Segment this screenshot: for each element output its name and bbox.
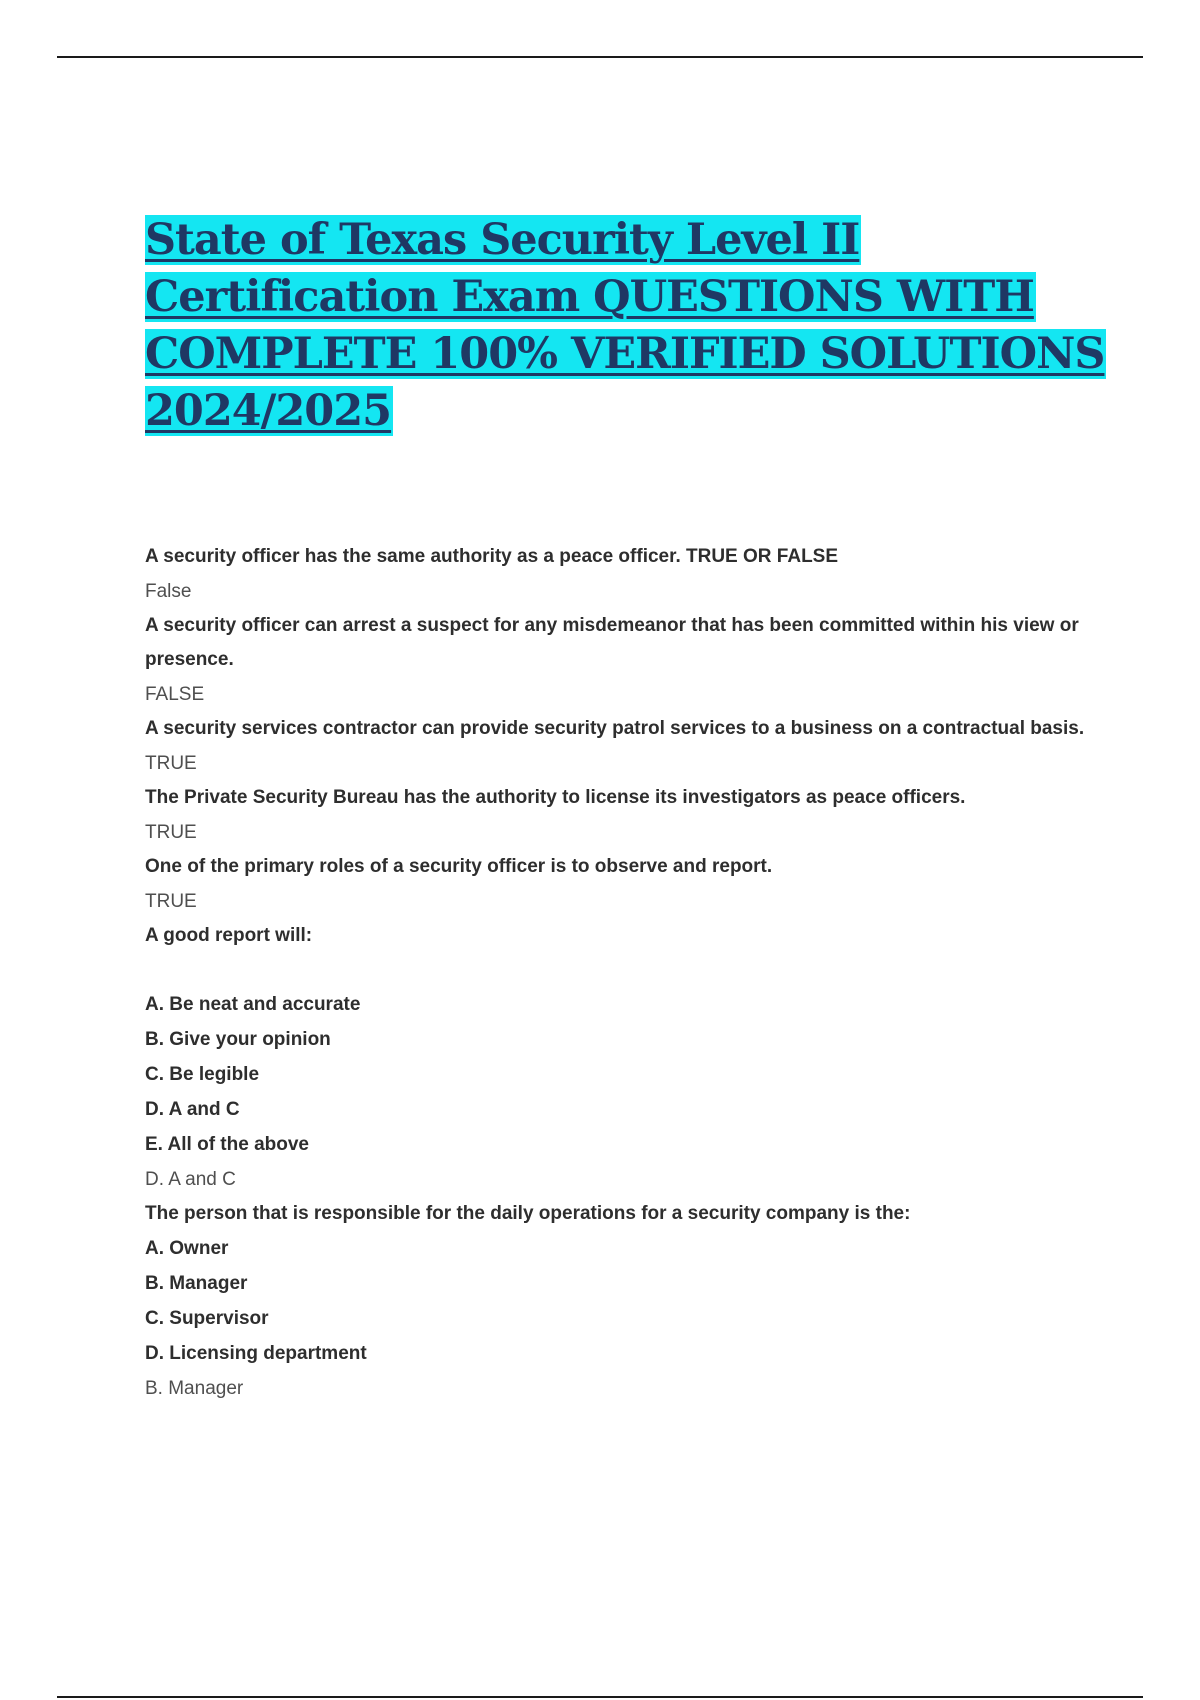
answer-2: FALSE — [145, 684, 205, 705]
answer-6: D. A and C — [145, 1169, 236, 1190]
question-6: A good report will: — [145, 925, 313, 946]
option-7c: C. Supervisor — [145, 1308, 269, 1329]
option-6b: B. Give your opinion — [145, 1029, 331, 1050]
answer-5: TRUE — [145, 891, 197, 912]
option-6d: D. A and C — [145, 1099, 240, 1120]
option-7d: D. Licensing department — [145, 1343, 367, 1364]
answer-7: B. Manager — [145, 1378, 244, 1399]
question-7: The person that is responsible for the daily operations for a security company is the: — [145, 1203, 911, 1224]
document-title-text: State of Texas Security Level II Certification Exam QUESTIONS WITH COMPLETE 100% VERIFIED SOLUTIONS 2024/2025 — [145, 215, 1105, 436]
option-7a: A. Owner — [145, 1238, 229, 1259]
answer-4: TRUE — [145, 822, 197, 843]
question-4: The Private Security Bureau has the authority to license its investigators as peace officers. — [145, 787, 966, 808]
question-list — [145, 540, 1085, 1406]
top-rule — [57, 56, 1143, 58]
option-7b: B. Manager — [145, 1273, 248, 1294]
bottom-rule — [57, 1696, 1143, 1698]
question-1: A security officer has the same authority as a peace officer. TRUE OR FALSE — [145, 546, 839, 567]
answer-3: TRUE — [145, 753, 197, 774]
option-6c: C. Be legible — [145, 1064, 260, 1085]
option-6a: A. Be neat and accurate — [145, 994, 361, 1015]
question-5: One of the primary roles of a security officer is to observe and report. — [145, 856, 773, 877]
option-6e: E. All of the above — [145, 1134, 309, 1155]
answer-1: False — [145, 581, 192, 602]
question-2: A security officer can arrest a suspect for any misdemeanor that has been committed within his view or presence. — [145, 615, 1079, 670]
spacer — [145, 953, 1085, 987]
document-title — [145, 212, 1105, 440]
question-3: A security services contractor can provide security patrol services to a business on a contractual basis. — [145, 718, 1085, 739]
